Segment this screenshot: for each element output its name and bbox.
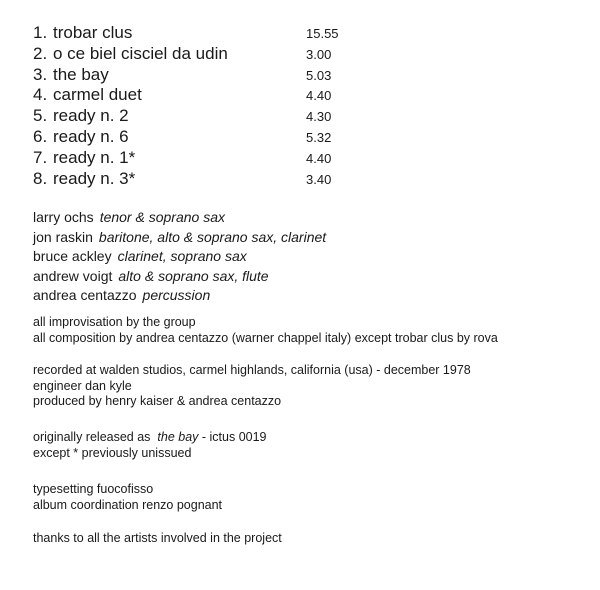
thanks-note: thanks to all the artists involved in the project — [33, 531, 282, 545]
release-prefix: originally released as — [33, 430, 151, 444]
musician-instrument: alto & soprano sax, flute — [118, 267, 269, 284]
track-number: 7. — [33, 147, 48, 167]
track-number: 6. — [33, 126, 48, 146]
track-row — [33, 44, 363, 65]
track-number: 2. — [33, 43, 48, 63]
track-title: carmel duet — [53, 85, 142, 105]
musician-instrument: tenor & soprano sax — [99, 209, 225, 225]
track-duration: 4.40 — [306, 88, 332, 104]
track-duration: 4.40 — [306, 150, 332, 166]
musician-instrument: percussion — [142, 287, 211, 303]
track-title: the bay — [53, 64, 109, 84]
musician-name: andrew voigt — [33, 267, 113, 284]
track-duration: 5.32 — [306, 129, 332, 145]
release-info — [33, 430, 593, 461]
track-title: o ce biel cisciel da udin — [53, 43, 228, 63]
recording-credits — [33, 363, 593, 410]
musician-instrument: clarinet, soprano sax — [117, 248, 247, 264]
track-number: 4. — [33, 85, 48, 105]
track-duration: 4.30 — [306, 109, 332, 125]
unissued-note: except * previously unissued — [33, 445, 192, 460]
track-list — [33, 23, 363, 189]
track-title: ready n. 6 — [53, 126, 129, 146]
track-row — [33, 85, 363, 106]
musician-name: larry ochs — [33, 209, 94, 225]
musician-instrument: baritone, alto & soprano sax, clarinet — [98, 228, 327, 245]
musician-name: andrea centazzo — [33, 287, 137, 303]
track-title: trobar clus — [53, 23, 133, 42]
musician-name: bruce ackley — [33, 248, 112, 264]
personnel-row — [33, 248, 553, 268]
track-row — [33, 65, 363, 86]
improvisation-credit: all improvisation by the group — [33, 315, 196, 329]
track-number: 3. — [33, 64, 48, 84]
production-credits — [33, 482, 593, 513]
release-title: the bay — [157, 430, 199, 444]
track-duration: 3.40 — [306, 171, 332, 187]
track-number: 1. — [33, 23, 48, 42]
personnel-list — [33, 209, 553, 307]
thanks-section — [33, 531, 593, 547]
musician-name: jon raskin — [33, 228, 93, 245]
track-number: 8. — [33, 168, 48, 188]
personnel-row — [33, 268, 553, 288]
track-row — [33, 169, 363, 190]
recording-location: recorded at walden studios, carmel highlands, california (usa) - december 1978 — [33, 363, 471, 377]
track-row — [33, 23, 363, 44]
track-duration: 5.03 — [306, 67, 332, 83]
personnel-row — [33, 209, 553, 229]
track-title: ready n. 1* — [53, 147, 136, 167]
original-release — [33, 430, 593, 446]
track-title: ready n. 3* — [53, 168, 136, 188]
personnel-row — [33, 287, 553, 307]
composition-credit: all composition by andrea centazzo (warner chappel italy) except trobar clus by rova — [33, 330, 498, 345]
producer-credit: produced by henry kaiser & andrea centazzo — [33, 394, 282, 408]
personnel-row — [33, 229, 553, 249]
track-duration: 15.55 — [306, 26, 339, 41]
release-catalog: - ictus 0019 — [201, 430, 267, 444]
track-row — [33, 106, 363, 127]
track-row — [33, 127, 363, 148]
engineer-credit: engineer dan kyle — [33, 378, 132, 393]
track-number: 5. — [33, 106, 48, 126]
track-row — [33, 148, 363, 169]
track-duration: 3.00 — [306, 46, 332, 62]
composition-credits — [33, 315, 593, 346]
coordination-credit: album coordination renzo pognant — [33, 497, 223, 512]
typesetting-credit: typesetting fuocofisso — [33, 482, 154, 496]
track-title: ready n. 2 — [53, 106, 129, 126]
